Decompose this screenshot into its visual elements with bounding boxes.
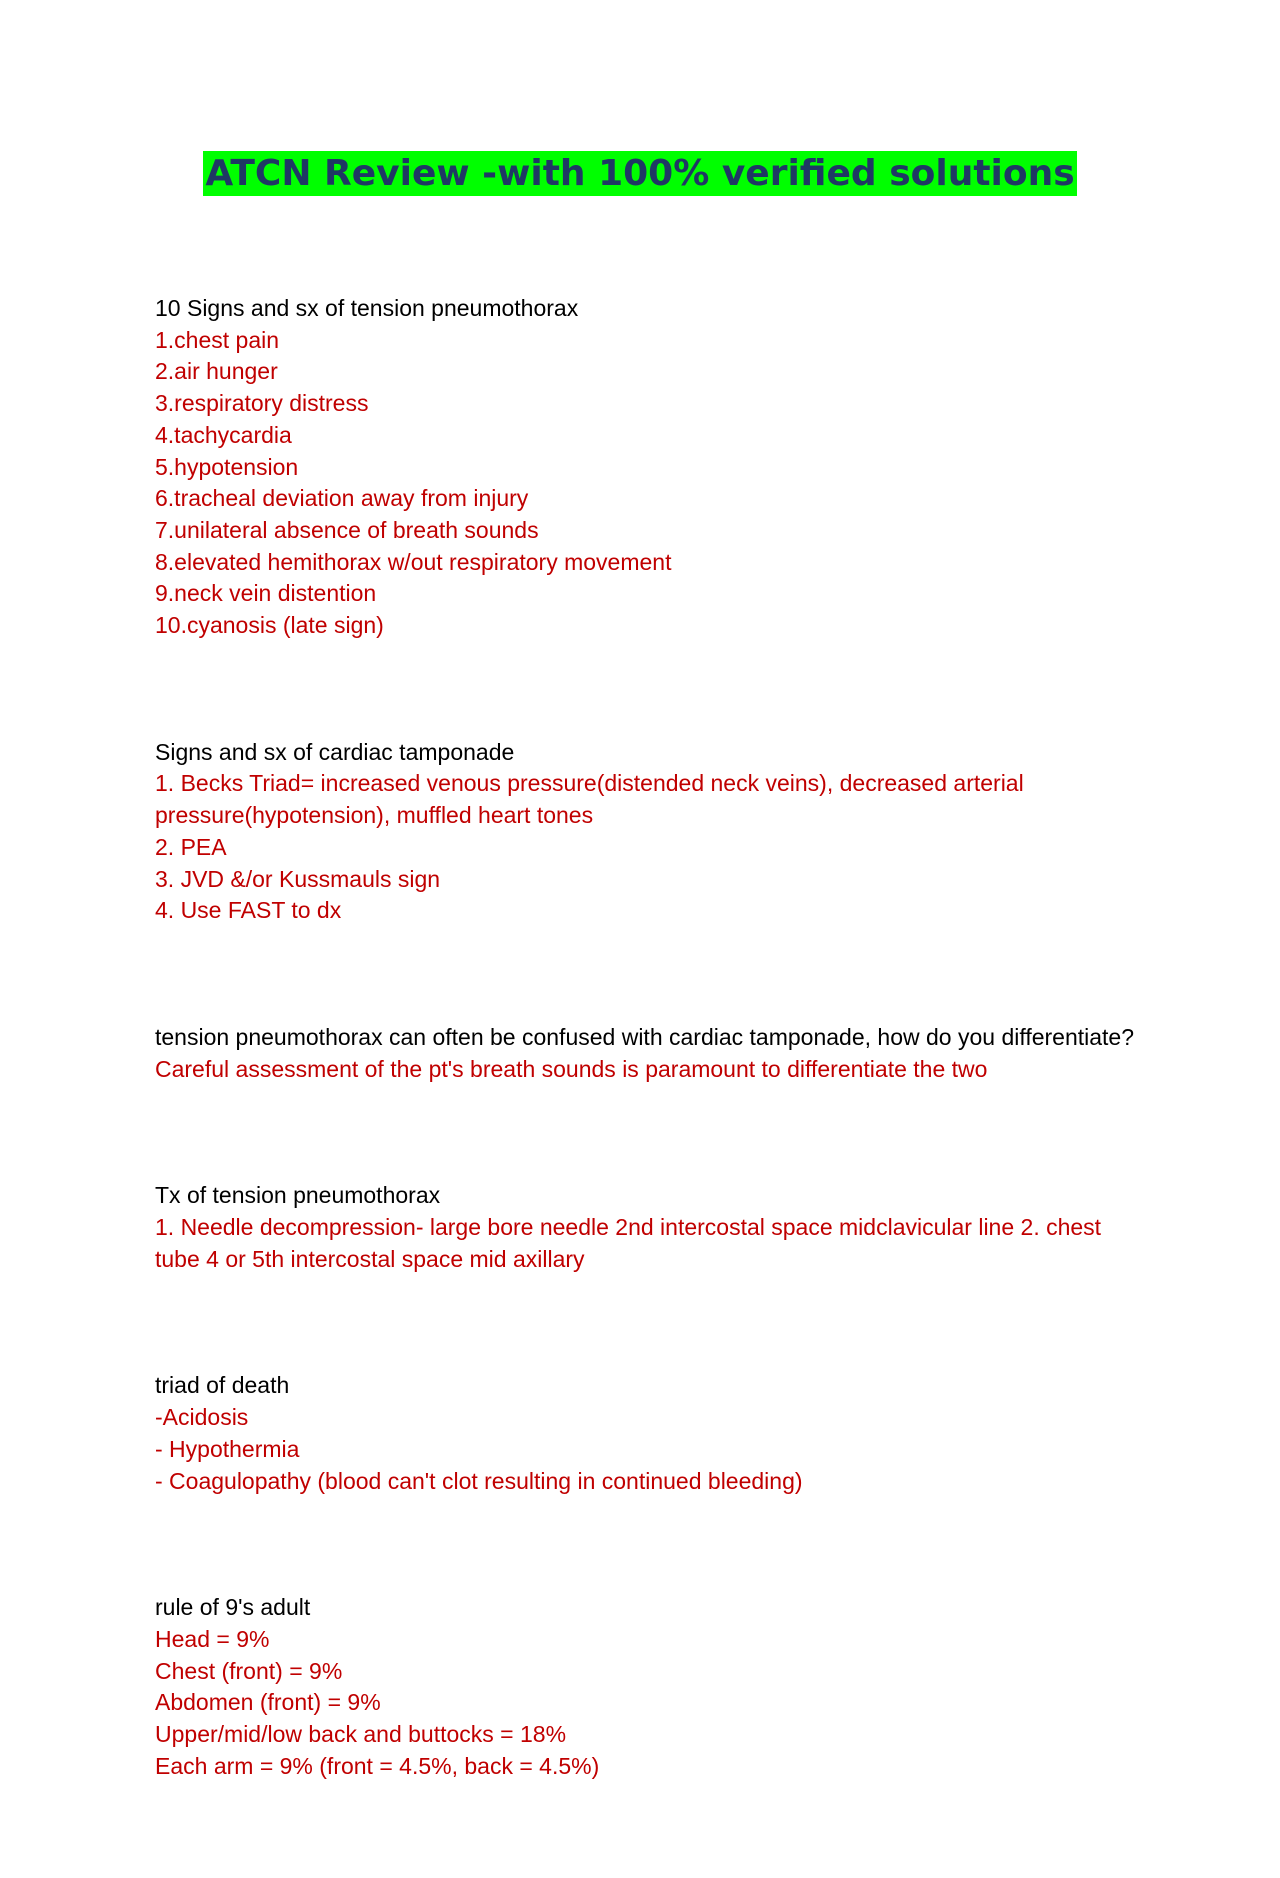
answer-line: Head = 9% [155,1625,270,1652]
answer-line: - Coagulopathy (blood can't clot resulting in continued bleeding) [155,1467,803,1494]
answer-line: 7.unilateral absence of breath sounds [155,516,539,543]
question-text: tension pneumothorax can often be confused with cardiac tamponade, how do you differentiate? [155,1023,1135,1050]
answer-line: 3. JVD &/or Kussmauls sign [155,865,441,892]
answer-line: 3.respiratory distress [155,390,369,417]
answer-line: -Acidosis [155,1404,249,1431]
answer-line: 1. Needle decompression- large bore needle 2nd intercostal space midclavicular line 2. chest tube 4 or 5th intercostal space mid axillary [155,1214,1102,1272]
question-text: Signs and sx of cardiac tamponade [155,738,515,765]
question-text: rule of 9's adult [155,1594,311,1621]
qa-block-cardiac-tamponade [155,737,1145,927]
question-text: 10 Signs and sx of tension pneumothorax [155,295,579,321]
answer-line: - Hypothermia [155,1435,300,1462]
qa-block-triad-of-death [155,1370,1145,1497]
answer-line: 1.chest pain [155,326,280,353]
qa-block-tension-signs [155,293,1145,642]
answer-line: Chest (front) = 9% [155,1657,343,1684]
answer-line: 4. Use FAST to dx [155,897,342,924]
answer-line: Abdomen (front) = 9% [155,1689,381,1716]
title-container [0,151,1280,196]
answer-line: 1. Becks Triad= increased venous pressure(distended neck veins), decreased arterial pressure(hypotension), muffled heart tones [155,770,1024,829]
answer-line: 8.elevated hemithorax w/out respiratory movement [155,548,672,575]
answer-line: 10.cyanosis (late sign) [155,612,384,639]
answer-line: 9.neck vein distention [155,580,377,607]
question-text: Tx of tension pneumothorax [155,1182,441,1209]
document-title: ATCN Review -with 100% verified solutions [205,153,1075,194]
answer-line: Upper/mid/low back and buttocks = 18% [155,1721,567,1748]
answer-line: 2. PEA [155,833,227,860]
question-text: triad of death [155,1372,290,1399]
answer-line: Careful assessment of the pt's breath sounds is paramount to differentiate the two [155,1055,988,1082]
qa-block-rule-of-nines [155,1592,1145,1782]
answer-line: 6.tracheal deviation away from injury [155,485,529,512]
qa-block-tension-treatment [155,1180,1145,1275]
document-content [155,293,1145,1878]
answer-line: 2.air hunger [155,358,278,385]
answer-line: 5.hypotension [155,453,299,480]
answer-line: Each arm = 9% (front = 4.5%, back = 4.5%) [155,1752,600,1779]
qa-block-differentiate [155,1022,1145,1085]
answer-line: 4.tachycardia [155,421,292,448]
